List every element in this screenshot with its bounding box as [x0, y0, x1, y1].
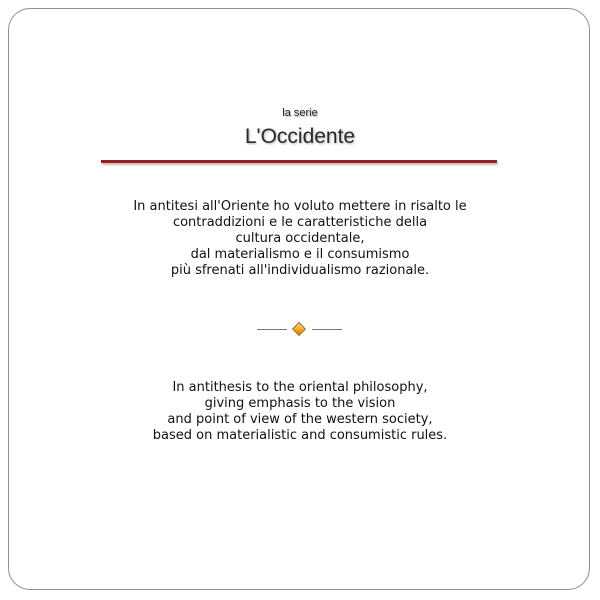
- english-description: [0, 380, 600, 444]
- english-line: giving emphasis to the vision: [204, 396, 396, 411]
- english-line: based on materialistic and consumistic rules.: [152, 428, 448, 443]
- italian-line: più sfrenati all'individualismo razionale.: [170, 263, 430, 278]
- italian-line: cultura occidentale,: [235, 231, 365, 246]
- page-title: L'Occidente: [244, 125, 356, 148]
- italian-line: dal materialismo e il consumismo: [190, 247, 410, 262]
- diamond-icon: [292, 322, 306, 336]
- italian-line: In antitesi all'Oriente ho voluto mettere in risalto le: [133, 199, 467, 214]
- series-label: la serie: [282, 107, 318, 119]
- english-line: and point of view of the western society,: [167, 412, 433, 427]
- english-line: In antithesis to the oriental philosophy,: [172, 380, 428, 395]
- italian-description: [0, 199, 600, 279]
- title-divider: [101, 160, 497, 163]
- content-card: [8, 8, 590, 590]
- divider-line-left: [257, 329, 287, 330]
- italian-line: contraddizioni e le caratteristiche della: [172, 215, 428, 230]
- divider-line-right: [312, 329, 342, 330]
- section-divider: [0, 322, 600, 336]
